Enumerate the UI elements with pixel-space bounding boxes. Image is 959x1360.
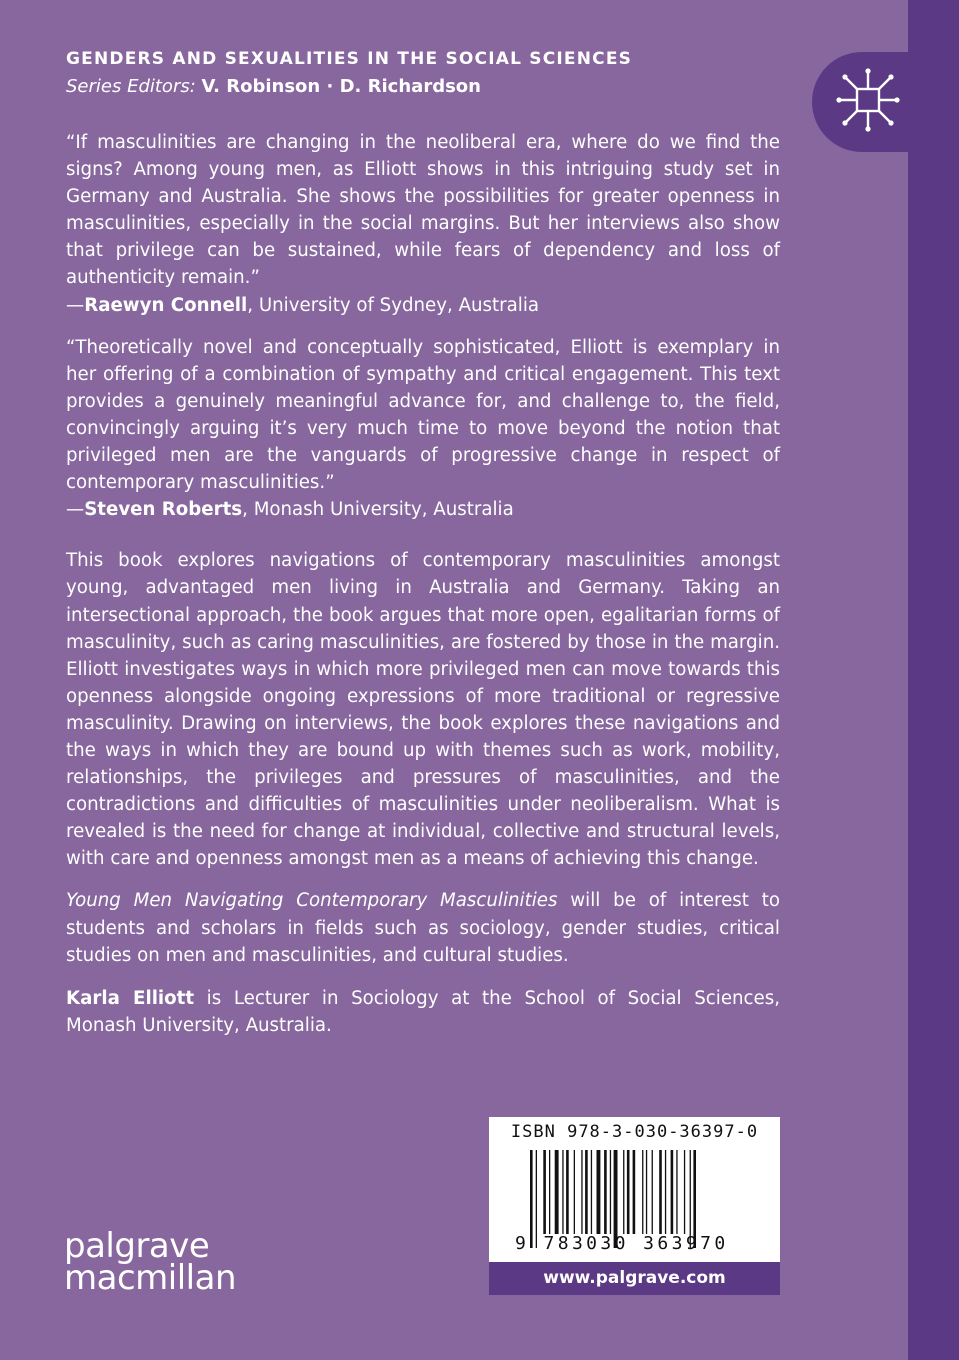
endorser-name-2: Steven Roberts [84, 499, 243, 521]
barcode-bar [627, 1150, 630, 1234]
audience-text: will be of interest to students and scholars in fields such as sociology, gender studies, critical studies on men and masculinities, and cultural studies. [66, 890, 780, 966]
barcode-bar [585, 1150, 588, 1234]
barcode-bar [665, 1150, 666, 1234]
endorsement-attribution-2 [66, 496, 780, 523]
barcode-bar [671, 1150, 674, 1234]
author-bio [66, 985, 780, 1039]
series-editors [66, 76, 481, 97]
barcode-bar [652, 1150, 653, 1234]
series-title: GENDERS AND SEXUALITIES IN THE SOCIAL SCIENCES [66, 49, 633, 69]
publisher-line-1: palgrave [64, 1226, 210, 1266]
barcode-bar [597, 1150, 601, 1234]
barcode-bar [562, 1150, 563, 1234]
barcode-bar [610, 1150, 611, 1234]
isbn-barcode [489, 1117, 780, 1295]
endorser-affiliation-1: , University of Sydney, Australia [247, 294, 540, 316]
back-cover-text [66, 129, 780, 1039]
book-title: Young Men Navigating Contemporary Masculinities [66, 890, 558, 912]
barcode-bar [543, 1150, 546, 1234]
endorsement-quote-1: “If masculinities are changing in the neoliberal era, where do we find the signs? Among young men, as Elliott shows in this intriguing study set in Germany and Australia. She shows the possibilities for greater openness in masculinities, especially in the social margins. But her interviews also show that privilege can be sustained, while fears of dependency and loss of authenticity remain.” [66, 132, 780, 289]
barcode-bar [566, 1150, 569, 1234]
endorser-name-1: Raewyn Connell [84, 294, 248, 316]
endorser-affiliation-2: , Monash University, Australia [242, 499, 514, 521]
endorsement-attribution-1 [66, 292, 780, 319]
publisher-url: www.palgrave.com [489, 1262, 780, 1295]
audience-statement [66, 887, 780, 968]
palgrave-network-logo-icon [828, 62, 908, 142]
series-editors-names: V. Robinson · D. Richardson [201, 76, 481, 97]
attribution-dash: — [66, 294, 85, 316]
barcode-bar [684, 1150, 685, 1234]
author-name: Karla Elliott [66, 987, 195, 1009]
series-editors-label: Series Editors: [66, 76, 196, 97]
barcode-bar [633, 1150, 636, 1234]
barcode-bar [659, 1150, 662, 1234]
series-logo-tab [812, 52, 959, 152]
barcode-bar [555, 1150, 559, 1234]
attribution-dash: — [66, 499, 85, 521]
endorsement-quote-2: “Theoretically novel and conceptually sophisticated, Elliott is exemplary in her offering of a combination of sympathy and critical engagement. This text provides a genuinely meaningful advance for, and challenge to, the field, convincingly arguing it’s very much time to move beyond the notion that privileged men are the vanguards of progressive change in respect of contemporary masculinities.” [66, 336, 780, 494]
barcode-bar [591, 1150, 592, 1234]
isbn-digits: 9 783030 363970 [515, 1233, 729, 1254]
barcode-bar [604, 1150, 607, 1234]
publisher-logo [64, 1226, 236, 1298]
barcode-bar [581, 1150, 582, 1234]
barcode-bar [574, 1150, 575, 1234]
publisher-line-2: macmillan [64, 1258, 236, 1298]
isbn-label: ISBN 978-3-030-36397-0 [510, 1122, 759, 1142]
spine-strip [908, 0, 959, 1360]
barcode-bar [646, 1150, 647, 1234]
author-bio-text: is Lecturer in Sociology at the School of Social Sciences, Monash University, Australia. [66, 987, 780, 1036]
barcode-bar [623, 1150, 624, 1234]
barcode-bar [676, 1150, 677, 1234]
barcode-bar [642, 1150, 643, 1234]
barcode-bar [549, 1150, 550, 1234]
book-description: This book explores navigations of contemporary masculinities amongst young, advantaged men living in Australia and Germany. Taking an intersectional approach, the book argues that more open, egalitarian forms of masculinity, such as caring masculinities, are fostered by those in the margin. Elliott investigates ways in which more privileged men can move towards this openness alongside ongoing expressions of more traditional or regressive masculinity. Drawing on interviews, the book explores these navigations and the ways in which they are bound up with themes such as work, mobility, relationships, the privileges and pressures of masculinities, and the contradictions and difficulties of masculinities under neoliberalism. What is revealed is the need for change at individual, collective and structural levels, with care and openness amongst men as a means of achieving this change. [66, 550, 780, 870]
